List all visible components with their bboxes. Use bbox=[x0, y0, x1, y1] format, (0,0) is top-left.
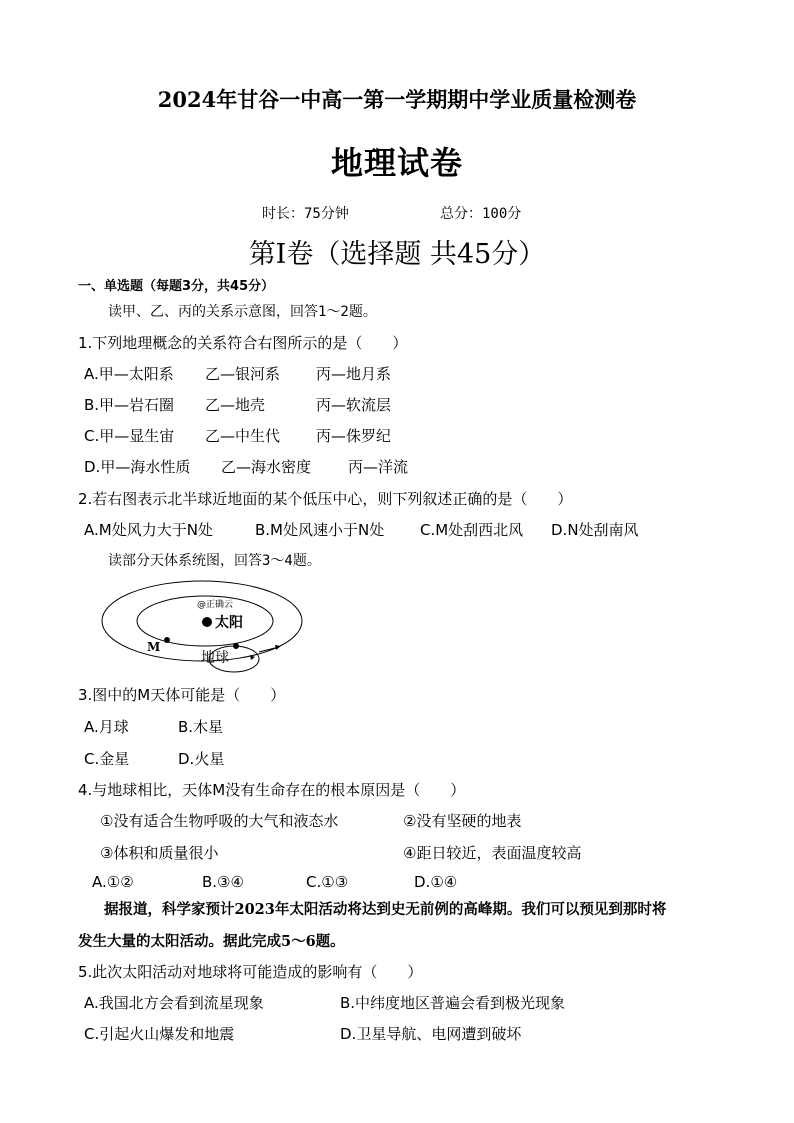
question-1-option-a-b: 乙—银河系 bbox=[205, 365, 281, 383]
passage-line-1: 据报道，科学家预计2023年太阳活动将达到史无前例的高峰期。我们可以预见到那时将 bbox=[104, 901, 667, 918]
solar-system-diagram bbox=[100, 576, 310, 684]
question-4-option-d: D.①④ bbox=[414, 873, 458, 891]
question-1-option-b-c: 丙—软流层 bbox=[316, 396, 392, 414]
sun-label: 太阳 bbox=[215, 615, 243, 631]
diagram-watermark: @正确云 bbox=[197, 600, 234, 610]
question-1-stem: 1.下列地理概念的关系符合右图所示的是（ ） bbox=[78, 334, 408, 352]
question-5-option-b: B.中纬度地区普遍会看到极光现象 bbox=[340, 994, 566, 1012]
question-1-option-c-b: 乙—中生代 bbox=[205, 427, 281, 445]
question-2-option-c: C.M处刮西北风 bbox=[420, 521, 524, 539]
question-2-option-b: B.M处风速小于N处 bbox=[255, 521, 385, 539]
question-3-option-a: A.月球 bbox=[84, 718, 129, 736]
question-5-option-d: D.卫星导航、电网遭到破坏 bbox=[340, 1025, 522, 1043]
question-1-option-c-c: 丙—侏罗纪 bbox=[316, 427, 392, 445]
planet-m-icon bbox=[164, 637, 170, 643]
question-3-stem: 3.图中的M天体可能是（ ） bbox=[78, 686, 286, 704]
question-4-stem: 4.与地球相比，天体M没有生命存在的根本原因是（ ） bbox=[78, 781, 466, 799]
question-5-stem: 5.此次太阳活动对地球将可能造成的影响有（ ） bbox=[78, 963, 423, 981]
part-heading: 一、单选题（每题3分，共45分） bbox=[78, 279, 275, 294]
question-5-option-a: A.我国北方会看到流星现象 bbox=[84, 994, 264, 1012]
question-3-option-c: C.金星 bbox=[84, 750, 130, 768]
question-4-option-b: B.③④ bbox=[202, 873, 244, 891]
question-5-option-c: C.引起火山爆发和地震 bbox=[84, 1025, 235, 1043]
exam-duration: 时长：75分钟 bbox=[262, 206, 349, 222]
question-1-option-a-c: 丙—地月系 bbox=[316, 365, 392, 383]
sun-icon bbox=[202, 617, 212, 627]
question-1-option-b-b: 乙—地壳 bbox=[205, 396, 266, 414]
question-1-option-b: B.甲—岩石圈 bbox=[84, 396, 175, 414]
question-1-option-d-c: 丙—洋流 bbox=[348, 458, 409, 476]
question-1-option-d: D.甲—海水性质 bbox=[84, 458, 191, 476]
question-4-item-3: ③体积和质量很小 bbox=[100, 844, 219, 862]
question-2-option-d: D.N处刮南风 bbox=[551, 521, 639, 539]
earth-icon bbox=[233, 643, 239, 649]
school-title: 2024年甘谷一中高一第一学期期中学业质量检测卷 bbox=[157, 87, 637, 112]
exam-total-score: 总分：100分 bbox=[440, 206, 522, 222]
planet-m-label: M bbox=[147, 640, 161, 654]
question-1-option-c: C.甲—显生宙 bbox=[84, 427, 175, 445]
question-4-item-1: ①没有适合生物呼吸的大气和液态水 bbox=[100, 812, 339, 830]
question-4-item-2: ②没有坚硬的地表 bbox=[403, 812, 522, 830]
exam-title: 地理试卷 bbox=[330, 144, 463, 182]
question-1-option-a: A.甲—太阳系 bbox=[84, 365, 174, 383]
question-2-option-a: A.M处风力大于N处 bbox=[84, 521, 213, 539]
question-3-option-d: D.火星 bbox=[178, 750, 225, 768]
question-4-item-4: ④距日较近，表面温度较高 bbox=[403, 844, 582, 862]
intro-text: 读甲、乙、丙的关系示意图，回答1～2题。 bbox=[108, 304, 377, 320]
section-title: 第Ⅰ卷（选择题 共45分） bbox=[248, 239, 546, 270]
intro-text: 读部分天体系统图，回答3～4题。 bbox=[108, 553, 321, 569]
earth-label: 地球 bbox=[201, 650, 229, 666]
question-3-option-b: B.木星 bbox=[178, 718, 224, 736]
question-1-option-d-b: 乙—海水密度 bbox=[221, 458, 312, 476]
question-2-stem: 2.若右图表示北半球近地面的某个低压中心，则下列叙述正确的是（ ） bbox=[78, 490, 573, 508]
question-4-option-a: A.①② bbox=[92, 873, 134, 891]
passage-line-2: 发生大量的太阳活动。据此完成5～6题。 bbox=[78, 933, 345, 950]
question-4-option-c: C.①③ bbox=[306, 873, 349, 891]
